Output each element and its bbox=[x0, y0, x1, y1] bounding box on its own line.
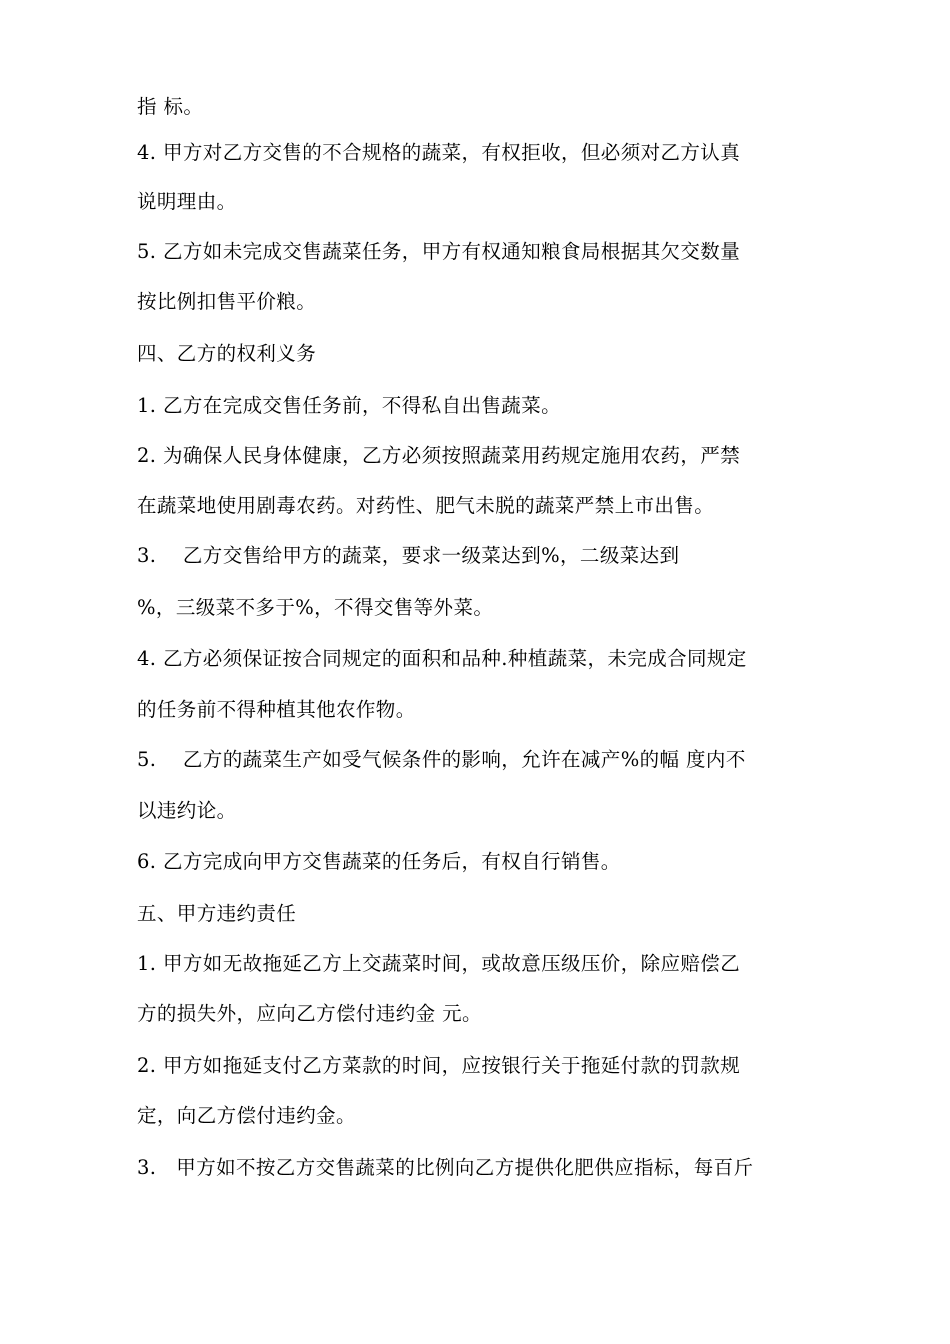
text-line: 3. 乙方交售给甲方的蔬菜，要求一级菜达到%，二级菜达到 bbox=[137, 544, 680, 567]
text-line: 按比例扣售平价粮。 bbox=[137, 290, 317, 313]
text-line: 3. 甲方如不按乙方交售蔬菜的比例向乙方提供化肥供应指标，每百斤 bbox=[137, 1156, 754, 1179]
text-line: 以违约论。 bbox=[137, 799, 237, 822]
section-heading: 四、乙方的权利义务 bbox=[137, 342, 317, 365]
text-line: 5. 乙方如未完成交售蔬菜任务，甲方有权通知粮食局根据其欠交数量 bbox=[137, 240, 741, 263]
section-heading: 五、甲方违约责任 bbox=[137, 902, 297, 925]
text-line: 说明理由。 bbox=[137, 190, 237, 213]
text-line: 方的损失外，应向乙方偿付违约金 元。 bbox=[137, 1002, 482, 1025]
text-line: 1. 甲方如无故拖延乙方上交蔬菜时间，或故意压级压价，除应赔偿乙 bbox=[137, 952, 741, 975]
text-line: 2. 甲方如拖延支付乙方菜款的时间，应按银行关于拖延付款的罚款规 bbox=[137, 1054, 741, 1077]
text-line: 4. 甲方对乙方交售的不合规格的蔬菜，有权拒收，但必须对乙方认真 bbox=[137, 141, 741, 164]
text-line: 1. 乙方在完成交售任务前，不得私自出售蔬菜。 bbox=[137, 394, 562, 417]
text-line: 6. 乙方完成向甲方交售蔬菜的任务后，有权自行销售。 bbox=[137, 850, 621, 873]
text-line: 5. 乙方的蔬菜生产如受气候条件的影响，允许在减产%的幅 度内不 bbox=[137, 748, 746, 771]
text-line: 在蔬菜地使用剧毒农药。对药性、肥气未脱的蔬菜严禁上市出售。 bbox=[137, 494, 715, 517]
text-line: 2. 为确保人民身体健康，乙方必须按照蔬菜用药规定施用农药，严禁 bbox=[137, 444, 741, 467]
text-line: 指 标。 bbox=[137, 95, 204, 118]
text-line: 4. 乙方必须保证按合同规定的面积和品种.种植蔬菜，未完成合同规定 bbox=[137, 647, 747, 670]
text-line: 定，向乙方偿付违约金。 bbox=[137, 1104, 356, 1127]
text-line: %，三级菜不多于%，不得交售等外菜。 bbox=[137, 596, 494, 619]
text-line: 的任务前不得种植其他农作物。 bbox=[137, 698, 416, 721]
